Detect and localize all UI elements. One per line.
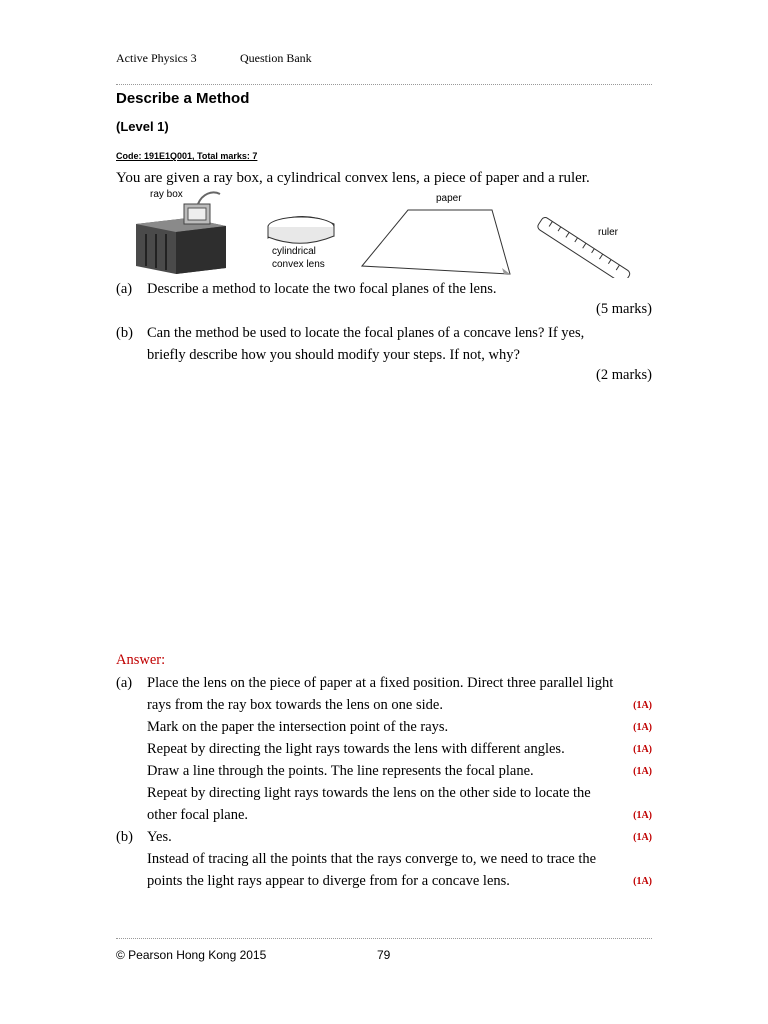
answer-text: Yes.	[147, 829, 172, 845]
question-intro: You are given a ray box, a cylindrical convex lens, a piece of paper and a ruler.	[116, 170, 590, 186]
page-number: 79	[377, 948, 391, 962]
answer-text: Repeat by directing the light rays towards the lens with different angles.	[147, 741, 565, 757]
answer-text: rays from the ray box towards the lens on one side.	[147, 697, 443, 713]
level-label: (Level 1)	[116, 119, 169, 134]
mark-tag: (1A)	[633, 744, 652, 755]
mark-tag: (1A)	[633, 766, 652, 777]
page-title: Describe a Method	[116, 90, 250, 107]
answer-text: points the light rays appear to diverge from for a concave lens.	[147, 873, 510, 889]
lens-illustration	[268, 216, 334, 243]
mark-tag: (1A)	[633, 722, 652, 733]
answer-text: other focal plane.	[147, 807, 249, 823]
question-a-marks: (5 marks)	[596, 301, 652, 317]
question-b-text-line1: Can the method be used to locate the focal planes of a concave lens? If yes,	[147, 325, 585, 341]
header-section: Question Bank	[240, 51, 312, 65]
question-b-text-line2: briefly describe how you should modify your steps. If not, why?	[147, 347, 520, 363]
question-b-marks: (2 marks)	[596, 367, 652, 383]
paper-label: paper	[436, 193, 462, 204]
header-book: Active Physics 3	[116, 51, 197, 65]
answer-heading: Answer:	[116, 652, 166, 668]
answer-b-label: (b)	[116, 829, 133, 845]
mark-tag: (1A)	[633, 832, 652, 843]
mark-tag: (1A)	[633, 876, 652, 887]
mark-tag: (1A)	[633, 700, 652, 711]
question-b-label: (b)	[116, 325, 133, 341]
header-divider	[116, 84, 652, 85]
ruler-illustration	[536, 216, 631, 278]
answer-text: Repeat by directing light rays towards the lens on the other side to locate the	[147, 785, 591, 801]
question-a-label: (a)	[116, 281, 133, 297]
lens-label-line2: convex lens	[272, 259, 325, 270]
answer-text: Instead of tracing all the points that the rays converge to, we need to trace the	[147, 851, 597, 867]
answer-text: Place the lens on the piece of paper at a fixed position. Direct three parallel light	[147, 675, 614, 691]
footer-copyright: © Pearson Hong Kong 2015	[116, 948, 267, 962]
answer-text: Draw a line through the points. The line represents the focal plane.	[147, 763, 534, 779]
question-code: Code: 191E1Q001, Total marks: 7	[116, 151, 258, 161]
apparatus-figure	[128, 186, 638, 278]
paper-illustration	[362, 210, 510, 274]
ray-box-label: ray box	[150, 189, 183, 200]
ruler-label: ruler	[598, 227, 619, 238]
answer-text: Mark on the paper the intersection point of the rays.	[147, 719, 449, 735]
answer-a-label: (a)	[116, 675, 133, 691]
lens-label-line1: cylindrical	[272, 246, 316, 257]
question-a-text: Describe a method to locate the two focal planes of the lens.	[147, 281, 497, 297]
ray-box-illustration	[136, 192, 226, 274]
mark-tag: (1A)	[633, 810, 652, 821]
footer-divider	[116, 938, 652, 939]
